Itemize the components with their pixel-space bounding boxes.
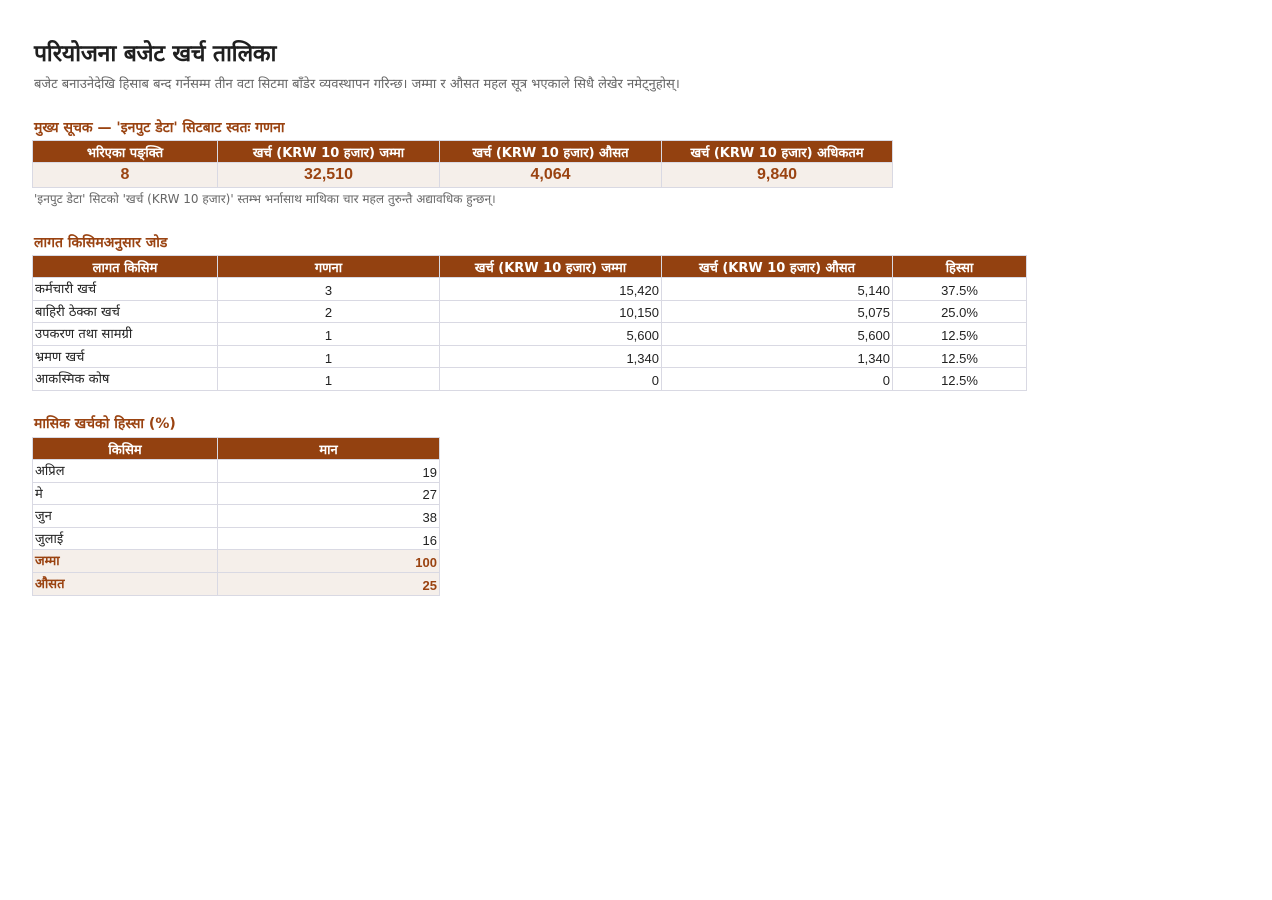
table-cell[interactable]: 10,150: [440, 300, 662, 323]
kpi-value-row: [33, 163, 893, 188]
monthly-share-table: [32, 437, 440, 596]
table-cell[interactable]: 37.5%: [893, 278, 1027, 301]
kpi-note: 'इनपुट डेटा' सिटको 'खर्च (KRW 10 हजार)' स्तम्भ भर्नासाथ माथिका चार महल तुरुन्तै अद्यावधिक हुन्छन्।: [34, 192, 496, 206]
column-header[interactable]: लागत किसिम: [33, 256, 218, 278]
table-cell[interactable]: 12.5%: [893, 368, 1027, 391]
monthly-header-row: [33, 438, 440, 460]
table-row: [33, 300, 1027, 323]
table-row: [33, 323, 1027, 346]
table-cell[interactable]: भ्रमण खर्च: [33, 345, 218, 368]
kpi-value-cell[interactable]: 4,064: [440, 163, 662, 188]
kpi-value-cell[interactable]: 32,510: [218, 163, 440, 188]
total-row: [33, 550, 440, 573]
cost-type-table: [32, 255, 1027, 391]
kpi-section-title: मुख्य सूचक — 'इनपुट डेटा' सिटबाट स्वतः गणना: [34, 120, 285, 136]
table-row: [33, 505, 440, 528]
table-cell[interactable]: 19: [218, 460, 440, 483]
table-cell[interactable]: उपकरण तथा सामग्री: [33, 323, 218, 346]
kpi-header-row: [33, 141, 893, 163]
cost-type-section-title: लागत किसिमअनुसार जोड: [34, 235, 168, 251]
table-row: [33, 482, 440, 505]
table-cell[interactable]: 0: [440, 368, 662, 391]
column-header[interactable]: खर्च (KRW 10 हजार) औसत: [662, 256, 893, 278]
table-cell[interactable]: 15,420: [440, 278, 662, 301]
table-cell[interactable]: 1: [218, 368, 440, 391]
table-cell[interactable]: 5,140: [662, 278, 893, 301]
table-cell[interactable]: कर्मचारी खर्च: [33, 278, 218, 301]
table-cell[interactable]: 25: [218, 572, 440, 595]
kpi-table: [32, 140, 893, 188]
column-header[interactable]: खर्च (KRW 10 हजार) अधिकतम: [662, 141, 893, 163]
table-cell[interactable]: 1: [218, 323, 440, 346]
table-cell[interactable]: 27: [218, 482, 440, 505]
table-cell[interactable]: मे: [33, 482, 218, 505]
table-cell[interactable]: 5,600: [662, 323, 893, 346]
table-cell[interactable]: 25.0%: [893, 300, 1027, 323]
table-cell[interactable]: 16: [218, 527, 440, 550]
page-subtitle: बजेट बनाउनेदेखि हिसाब बन्द गर्नेसम्म तीन वटा सिटमा बाँडेर व्यवस्थापन गरिन्छ। जम्मा र औसत महल सूत्र भएकाले सिधै लेखेर नमेट्नुहोस्।: [34, 77, 680, 92]
table-cell[interactable]: 0: [662, 368, 893, 391]
page-title: परियोजना बजेट खर्च तालिका: [34, 41, 277, 67]
column-header[interactable]: मान: [218, 438, 440, 460]
table-cell[interactable]: 5,075: [662, 300, 893, 323]
column-header[interactable]: गणना: [218, 256, 440, 278]
table-row: [33, 345, 1027, 368]
table-row: [33, 368, 1027, 391]
table-row: [33, 527, 440, 550]
average-row: [33, 572, 440, 595]
column-header[interactable]: खर्च (KRW 10 हजार) औसत: [440, 141, 662, 163]
table-cell[interactable]: 38: [218, 505, 440, 528]
table-cell[interactable]: 5,600: [440, 323, 662, 346]
table-cell[interactable]: औसत: [33, 572, 218, 595]
column-header[interactable]: भरिएका पङ्क्ति: [33, 141, 218, 163]
kpi-value-cell[interactable]: 8: [33, 163, 218, 188]
monthly-section-title: मासिक खर्चको हिस्सा (%): [34, 416, 176, 432]
table-row: [33, 460, 440, 483]
table-cell[interactable]: अप्रिल: [33, 460, 218, 483]
table-cell[interactable]: बाहिरी ठेक्का खर्च: [33, 300, 218, 323]
table-cell[interactable]: 1,340: [662, 345, 893, 368]
table-cell[interactable]: जुन: [33, 505, 218, 528]
table-cell[interactable]: 12.5%: [893, 323, 1027, 346]
table-cell[interactable]: 12.5%: [893, 345, 1027, 368]
table-cell[interactable]: आकस्मिक कोष: [33, 368, 218, 391]
cost-header-row: [33, 256, 1027, 278]
column-header[interactable]: किसिम: [33, 438, 218, 460]
table-cell[interactable]: 100: [218, 550, 440, 573]
column-header[interactable]: खर्च (KRW 10 हजार) जम्मा: [440, 256, 662, 278]
column-header[interactable]: हिस्सा: [893, 256, 1027, 278]
kpi-value-cell[interactable]: 9,840: [662, 163, 893, 188]
table-cell[interactable]: 1,340: [440, 345, 662, 368]
table-cell[interactable]: 1: [218, 345, 440, 368]
table-row: [33, 278, 1027, 301]
table-cell[interactable]: 3: [218, 278, 440, 301]
table-cell[interactable]: जुलाई: [33, 527, 218, 550]
table-cell[interactable]: 2: [218, 300, 440, 323]
table-cell[interactable]: जम्मा: [33, 550, 218, 573]
column-header[interactable]: खर्च (KRW 10 हजार) जम्मा: [218, 141, 440, 163]
